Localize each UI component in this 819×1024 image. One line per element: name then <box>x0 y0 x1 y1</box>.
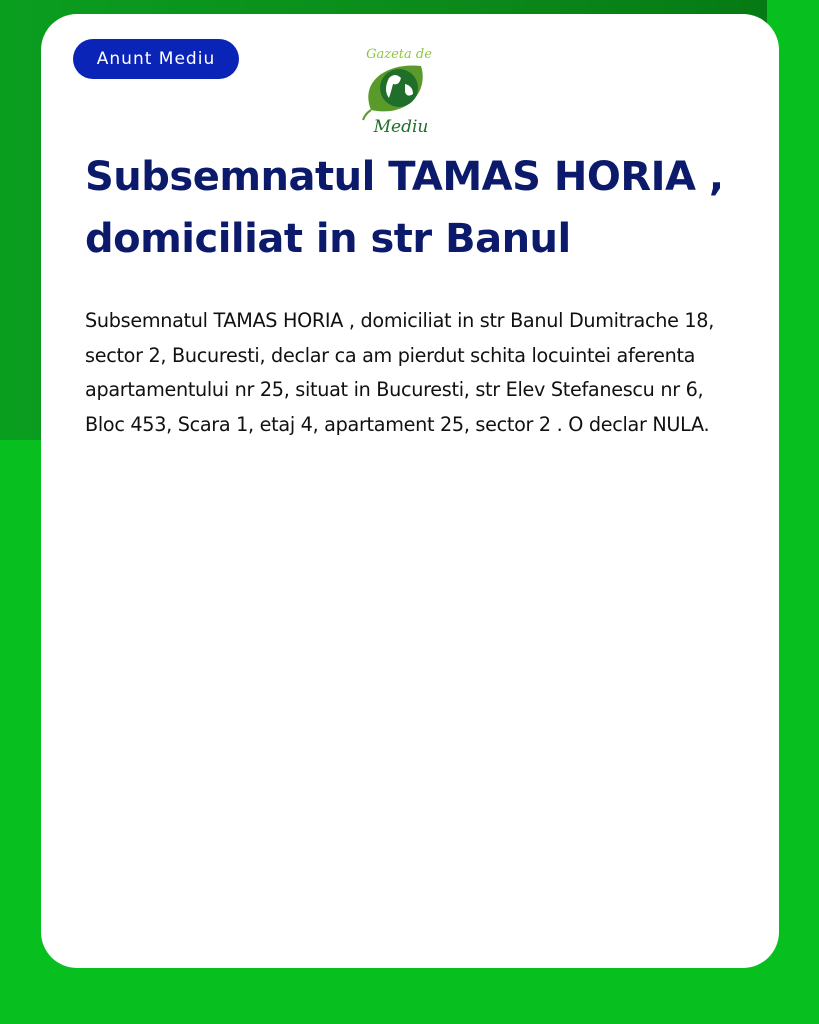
svg-text:Mediu: Mediu <box>373 117 429 136</box>
gazeta-de-mediu-logo <box>359 40 439 136</box>
category-badge[interactable]: Anunt Mediu <box>73 39 239 79</box>
announcement-body: Subsemnatul TAMAS HORIA , domiciliat in str Banul Dumitrache 18, sector 2, Bucuresti, declar ca am pierdut schita locuintei aferenta apartamentului nr 25, situat in Bucuresti, str Elev Stefanescu nr 6, Bloc 453, Scara 1, etaj 4, apartament 25, sector 2 . O declar NULA. <box>85 309 714 436</box>
svg-text:Gazeta de: Gazeta de <box>366 47 432 62</box>
announcement-card <box>41 14 779 968</box>
announcement-title: Subsemnatul TAMAS HORIA , domiciliat in str Banul <box>85 154 724 262</box>
